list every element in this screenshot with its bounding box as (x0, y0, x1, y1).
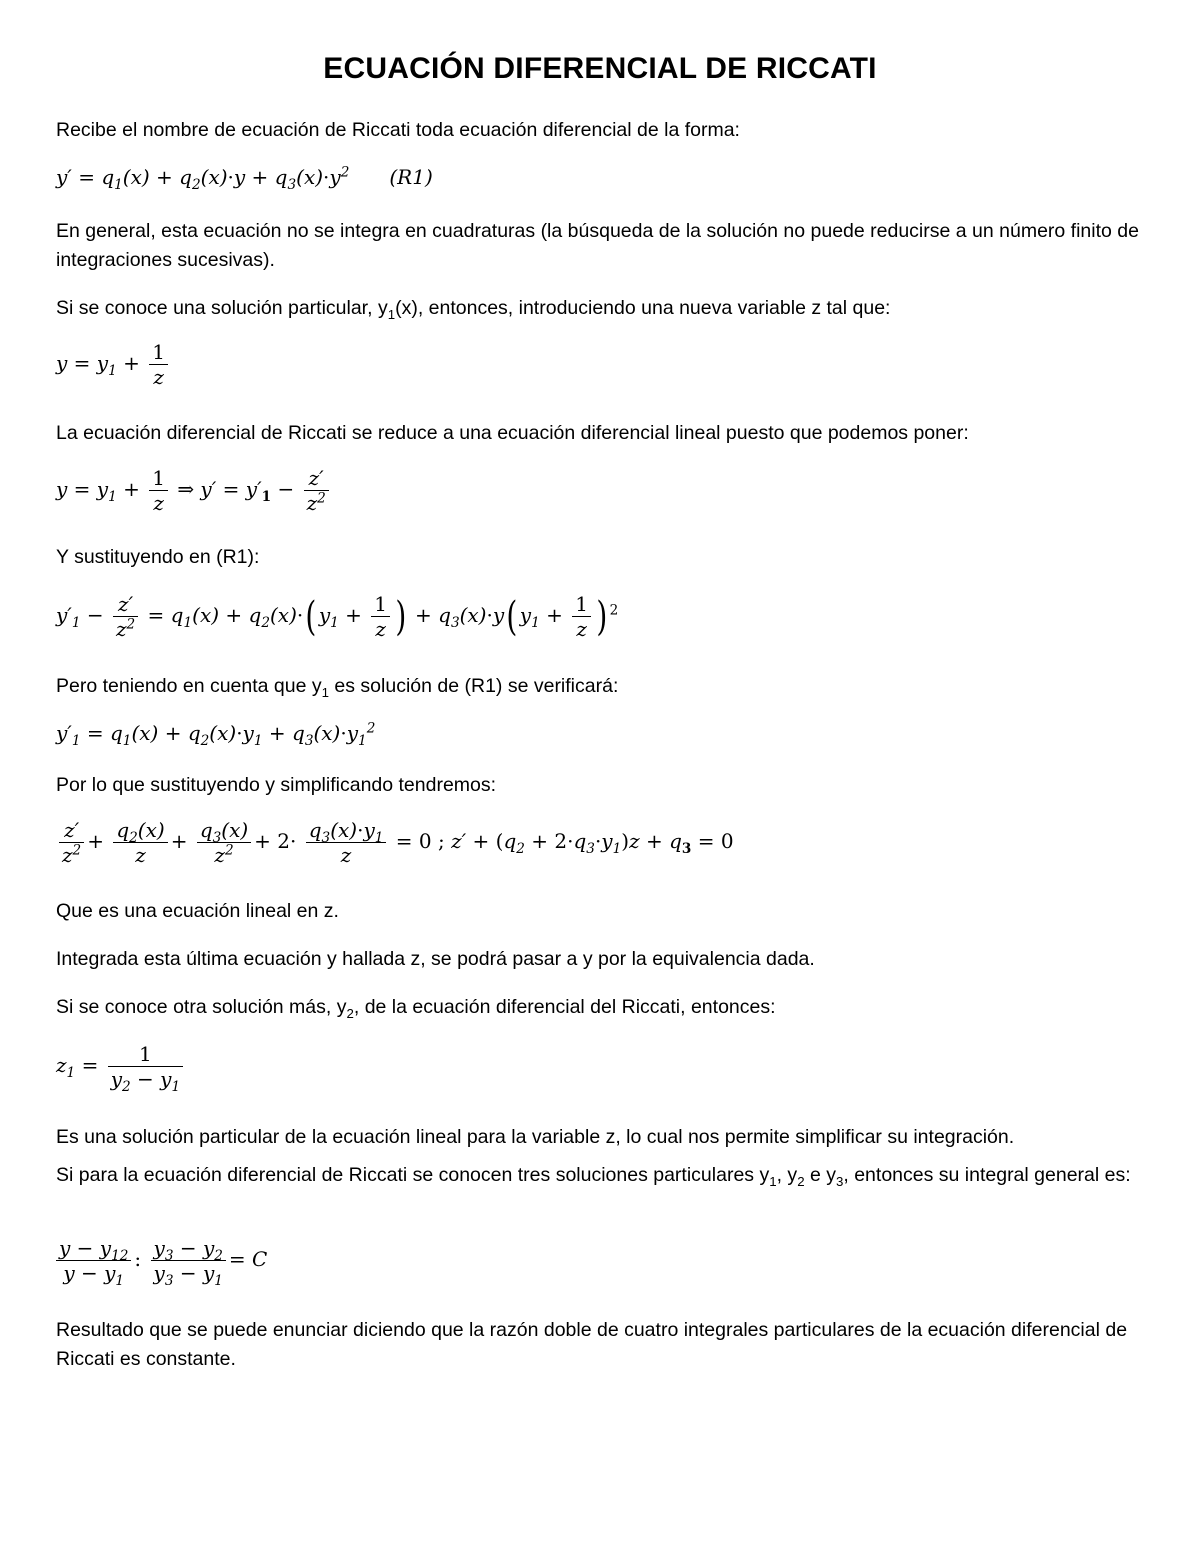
paragraph-y1-solution: Pero teniendo en cuenta que $y_1$ es solución de (R1) se verificará: (56, 675, 619, 700)
page-title: ECUACIÓN DIFERENCIAL DE RICCATI (323, 52, 877, 85)
paragraph-conclusion: Resultado que se puede enunciar diciendo que la razón doble de cuatro integrales particulares de la ecuación diferencial de Riccati es constante. (56, 1319, 1128, 1370)
equation-derivative: $y = y_1$ + $\frac{1}{z}$ ⇒ $y' = y'_1$ − $\frac{z'}{z^2}$ (56, 466, 332, 515)
paragraph-second-solution: Si se conoce otra solución más, $y_2$, de la ecuación diferencial del Riccati, entonces: (56, 996, 776, 1021)
paragraph-quadratures: En general, esta ecuación no se integra en cuadraturas (la búsqueda de la solución no puede reducirse a un número finito de integraciones sucesivas). (56, 220, 1139, 271)
paragraph-simplifying: Por lo que sustituyendo y simplificando tendremos: (56, 774, 497, 796)
equation-label: (R1) (389, 165, 433, 189)
paragraph-three-solutions: Si para la ecuación diferencial de Riccati se conocen tres soluciones particulares $y_1$, $y_2$ e $y_3$, entonces su integral general es: (56, 1164, 1131, 1189)
paragraph-particular-solution: Si se conoce una solución particular, $y_1(x)$, entonces, introduciendo una nueva variable z tal que: (56, 297, 891, 322)
equation-substituted: $y'_1$ − $\frac{z'}{z^2}$ = $q_1(x) + q_2(x)\cdot$( $y_1$ + $\frac{1}{z}$ ) + $q_3(x)\cdot y$( $y_1$ + $\frac{1}{z}$ ) $^2$ (56, 592, 619, 641)
paragraph-particular-linear: Es una solución particular de la ecuación lineal para la variable z, lo cual nos permite simplificar su integración. (56, 1126, 1015, 1148)
equation-cross-ratio: $\frac{y - y_{12}}{y - y_1}$ : $\frac{y_3 - y_2}{y_3 - y_1}$ = C (56, 1236, 267, 1285)
paragraph-definition: Recibe el nombre de ecuación de Riccati toda ecuación diferencial de la forma: (56, 119, 740, 141)
paragraph-linear-in-z: Que es una ecuación lineal en z. (56, 900, 339, 922)
equation-y1-verifies: $y'_1 = q_1(x) + q_2(x)\cdot y_1 + q_3(x)\cdot y_1^2$ (56, 720, 376, 749)
equation-z1: $z_1$ = $\frac{1}{y_2 - y_1}$ (56, 1042, 186, 1091)
equation-linear-z: $\frac{z'}{z^2}$ + $\frac{q_2(x)}{z}$ + $\frac{q_3(x)}{z^2}$ + 2· $\frac{q_3(x)\cdot y_1}{z}$ = 0 ; $z' + (q_2 + 2\cdot q_3\cdot y_1)z + q_3 = 0$ (56, 818, 734, 867)
paragraph-integrated: Integrada esta última ecuación y hallada z, se podrá pasar a y por la equivalencia dada. (56, 948, 815, 970)
paragraph-substituting: Y sustituyendo en (R1): (56, 546, 260, 568)
equation-substitution: $y = y_1$ + $\frac{1}{z}$ (56, 340, 171, 389)
paragraph-reduces-linear: La ecuación diferencial de Riccati se reduce a una ecuación diferencial lineal puesto que podemos poner: (56, 422, 969, 444)
equation-riccati-r1: $y' = q_1(x) + q_2(x)\cdot y + q_3(x)\cdot y^2$ (R1) (56, 164, 433, 193)
